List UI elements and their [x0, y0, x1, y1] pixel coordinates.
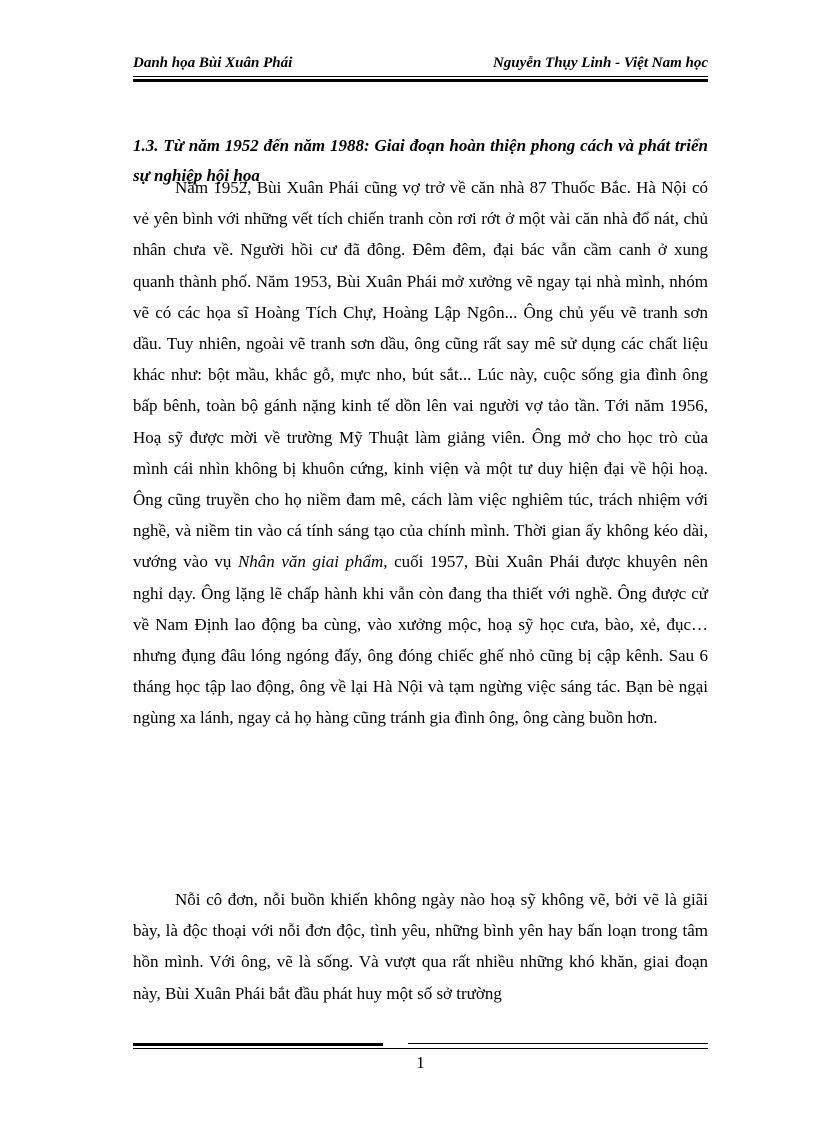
header-right-author: Nguyễn Thụy Linh - Việt Nam học	[492, 54, 708, 71]
page-number: 1	[416, 1053, 425, 1072]
paragraph-1-text-before: Năm 1952, Bùi Xuân Phái cũng vợ trở về căn nhà 87 Thuốc Bắc. Hà Nội có vẻ yên bình với những vết tích chiến tranh còn rơi rớt ở một vài căn nhà đổ nát, chủ nhân chưa về. Người hồi cư đã đông. Đêm đêm, đại bác vẫn cầm canh ở xung quanh thành phố. Năm 1953, Bùi Xuân Phái mở xưởng vẽ ngay tại nhà mình, nhóm vẽ có các họa sĩ Hoàng Tích Chự, Hoàng Lập Ngôn... Ông chủ yếu vẽ tranh sơn dầu. Tuy nhiên, ngoài vẽ tranh sơn dầu, ông cũng rất say mê sử dụng các chất liệu khác như: bột mầu, khắc gỗ, mực nho, bút sắt... Lúc này, cuộc sống gia đình ông bấp bênh, toàn bộ gánh nặng kinh tế dồn lên vai người vợ tảo tần. Tới năm 1956, Hoạ sỹ được mời về trường Mỹ Thuật làm giảng viên. Ông mở cho học trò của mình cái nhìn không bị khuôn cứng, kinh viện và một tư duy hiện đại về hội hoạ. Ông cũng truyền cho họ niềm đam mê, cách làm việc nghiêm túc, trách nhiệm với nghề, và niềm tin vào cá tính sáng tạo của chính mình. Thời gian ấy không kéo dài, vướng vào vụ	[133, 178, 708, 572]
footer-rule-thin-right	[408, 1043, 708, 1044]
paragraph-1-italic-title: Nhân văn giai phẩm	[237, 552, 384, 572]
header-left-title: Danh họa Bùi Xuân Phái	[133, 54, 293, 71]
footer-rule-thick-left	[133, 1043, 383, 1046]
page-header	[133, 52, 708, 74]
paragraph-2: Nỗi cô đơn, nỗi buồn khiến không ngày nào hoạ sỹ không vẽ, bởi vẽ là giãi bày, là độc thoại với nỗi đơn độc, tình yêu, những bình yên hay bấn loạn trong tâm hồn mình. Với ông, vẽ là sống. Và vượt qua rất nhiều những khó khăn, giai đoạn này, Bùi Xuân Phái bắt đầu phát huy một số sở trường	[133, 890, 708, 1003]
section-heading: 1.3. Từ năm 1952 đến năm 1988: Giai đoạn hoàn thiện phong cách và phát triển sự nghiệp hội họa	[133, 136, 708, 185]
header-rule-thick	[133, 79, 708, 82]
header-rule-thin	[133, 76, 708, 77]
paragraph-1	[133, 172, 708, 734]
footer-rule-thin	[133, 1048, 708, 1049]
paragraph-1-text-after: , cuối 1957, Bùi Xuân Phái được khuyên nên nghỉ dạy. Ông lặng lẽ chấp hành khi vẫn còn đang tha thiết với nghề. Ông được cử về Nam Định lao động ba cùng, vào xưởng mộc, hoạ sỹ học cưa, bào, xẻ, đục…nhưng đụng đâu lóng ngóng đấy, ông đóng chiếc ghế nhỏ cũng bị cập kênh. Sau 6 tháng học tập lao động, ông về lại Hà Nội và tạm ngừng việc sáng tác. Bạn bè ngại ngùng xa lánh, ngay cả họ hàng cũng tránh gia đình ông, ông càng buồn hơn.	[133, 552, 709, 728]
